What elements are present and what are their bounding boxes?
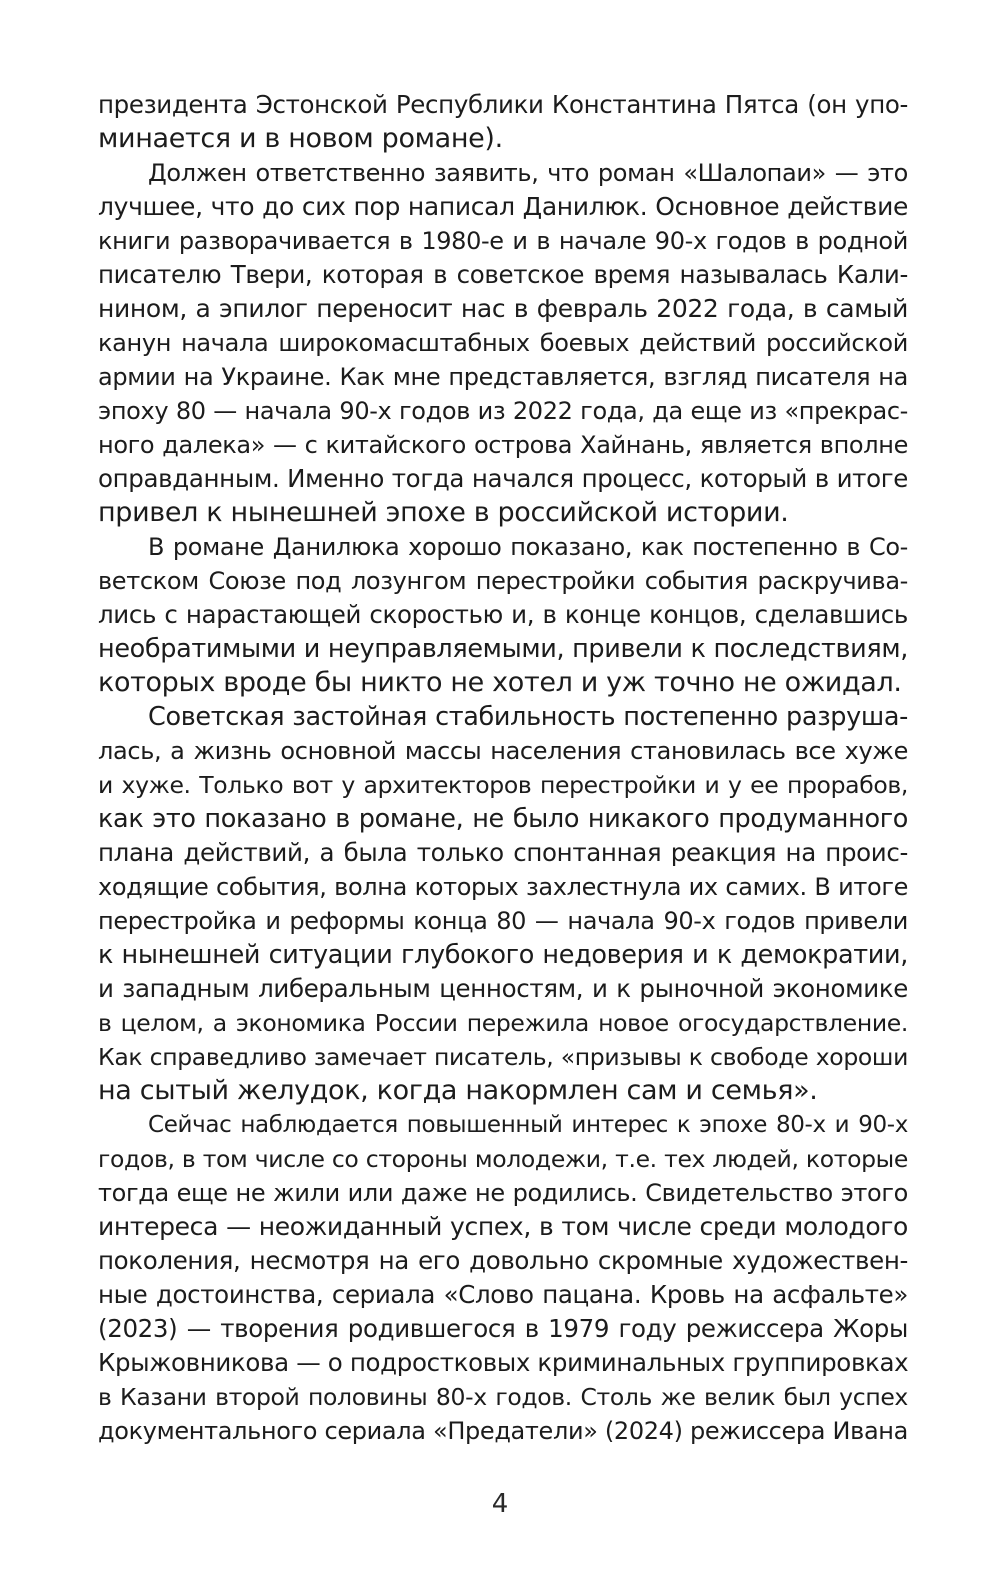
text-line: перестройка и реформы конца 80 — начала 90-х годов привели <box>98 907 908 935</box>
text-line: документального сериала «Предатели» (2024) режиссера Ивана <box>98 1417 908 1445</box>
text-line: ветском Союзе под лозунгом перестройки события раскручива- <box>98 567 908 595</box>
text-line: армии на Украине. Как мне представляется, взгляд писателя на <box>98 363 908 391</box>
text-line: президента Эстонской Республики Константина Пятса (он упо- <box>98 90 908 119</box>
paragraph-first-line: Сейчас наблюдается повышенный интерес к эпохе 80-х и 90-х <box>148 1112 908 1138</box>
text-line: Крыжовникова — о подростковых криминальных группировках <box>98 1348 909 1377</box>
text-line: плана действий, а была только спонтанная реакция на проис- <box>98 838 908 867</box>
paragraph-first-line: Должен ответственно заявить, что роман «Шалопаи» — это <box>148 159 908 187</box>
text-line: ные достоинства, сериала «Слово пацана. Кровь на асфальте» <box>98 1280 908 1309</box>
text-line: нином, а эпилог переносит нас в февраль 2022 года, в самый <box>98 294 908 323</box>
text-line: ходящие события, волна которых захлестнула их самих. В итоге <box>98 873 908 901</box>
text-line: минается и в новом романе). <box>98 123 503 154</box>
page-number: 4 <box>491 1489 509 1519</box>
text-line: оправданным. Именно тогда начался процесс, который в итоге <box>98 464 908 493</box>
text-line: как это показано в романе, не было никакого продуманного <box>98 804 908 834</box>
text-line: необратимыми и неуправляемыми, привели к последствиям, <box>98 634 908 664</box>
text-line: лась, а жизнь основной массы населения становилась все хуже <box>98 737 908 765</box>
text-line: канун начала широкомасштабных боевых действий российской <box>98 329 908 357</box>
text-line: интереса — неожиданный успех, в том числе среди молодого <box>98 1212 908 1241</box>
text-line: поколения, несмотря на его довольно скромные художествен- <box>98 1246 908 1275</box>
text-line: писателю Твери, которая в советское время называлась Кали- <box>98 260 908 289</box>
body-text <box>98 88 908 1448</box>
text-line: привел к нынешней эпохе в российской истории. <box>98 497 789 528</box>
text-line: на сытый желудок, когда накормлен сам и семья». <box>98 1075 818 1106</box>
text-line: (2023) — творения родившегося в 1979 году режиссера Жоры <box>98 1314 908 1343</box>
text-line: к нынешней ситуации глубокого недоверия и к демократии, <box>98 940 908 970</box>
text-line: годов, в том числе со стороны молодежи, т.е. тех людей, которые <box>98 1145 908 1173</box>
text-line: в Казани второй половины 80-х годов. Столь же велик был успех <box>98 1383 908 1411</box>
text-line: и хуже. Только вот у архитекторов перестройки и у ее прорабов, <box>98 771 908 799</box>
text-line: ного далека» — с китайского острова Хайнань, является вполне <box>98 431 908 459</box>
text-line: эпоху 80 — начала 90-х годов из 2022 года, да еще из «прекрас- <box>98 397 908 425</box>
text-line: Как справедливо замечает писатель, «призывы к свободе хороши <box>98 1043 908 1071</box>
text-line: в целом, а экономика России пережила новое огосударствление. <box>98 1009 908 1037</box>
text-line: и западным либеральным ценностям, и к рыночной экономике <box>98 974 908 1003</box>
paragraph-first-line: Советская застойная стабильность постепенно разруша- <box>148 702 908 732</box>
paragraph-first-line: В романе Данилюка хорошо показано, как постепенно в Со- <box>148 533 908 561</box>
text-line: книги разворачивается в 1980-е и в начале 90-х годов в родной <box>98 227 908 255</box>
text-line: тогда еще не жили или даже не родились. Свидетельство этого <box>98 1179 908 1207</box>
text-line: которых вроде бы никто не хотел и уж точно не ожидал. <box>98 667 902 698</box>
text-line: лучшее, что до сих пор написал Данилюк. Основное действие <box>98 192 908 221</box>
text-line: лись с нарастающей скоростью и, в конце концов, сделавшись <box>98 600 908 629</box>
